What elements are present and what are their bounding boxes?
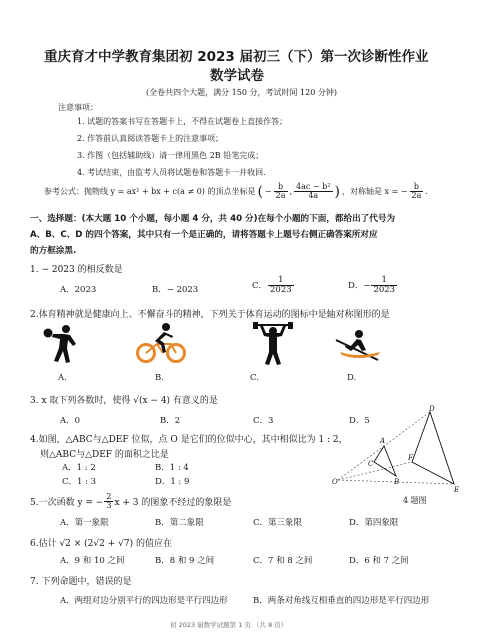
volleyball-player-icon xyxy=(40,324,88,364)
q5-option-c: C．第三象限 xyxy=(253,518,303,528)
q5-option-d: D．第四象限 xyxy=(349,518,399,528)
q3-option-c: C．3 xyxy=(253,416,274,426)
q3-option-b: B．2 xyxy=(160,416,181,426)
q7-stem: 7. 下列命题中，错误的是 xyxy=(30,577,132,587)
formula-x-den: 2a xyxy=(275,191,286,201)
q1-c-label: C． xyxy=(252,281,268,292)
q7-option-a: A．两组对边分别平行的四边形是平行四边形 xyxy=(60,596,228,606)
document-subtitle: 数学试卷 xyxy=(210,68,264,84)
formula-end: . xyxy=(425,187,428,197)
section1-line1: 一、选择题：(本大题 10 个小题，每小题 4 分，共 40 分)在每个小题的下面，都给出了代号为 xyxy=(30,214,396,224)
q4-option-c: C．1 : 3 xyxy=(62,477,97,487)
cyclist-icon xyxy=(135,322,187,364)
formula-open-paren: ( xyxy=(257,183,263,200)
q5-num: 2 xyxy=(106,492,112,501)
label-E: E xyxy=(454,486,460,494)
note-item-3: 3. 作图（包括辅助线）请一律用黑色 2B 铅笔完成； xyxy=(77,151,264,160)
formula-comma: , xyxy=(289,187,293,197)
q6-option-a: A．9 和 10 之间 xyxy=(60,556,125,566)
q4-option-b: B．1 : 4 xyxy=(155,463,189,473)
q1-option-d xyxy=(348,276,397,295)
note-item-4: 4. 考试结束，由监考人员将试题卷和答题卡一并收回. xyxy=(77,168,266,177)
formula-close-paren: ) xyxy=(334,183,340,200)
q3-option-d: D．5 xyxy=(349,416,370,426)
q1-option-a: A．2023 xyxy=(60,285,97,295)
weightlifter-icon xyxy=(252,322,294,366)
q1-option-b: B．− 2023 xyxy=(152,285,199,295)
q1-option-c xyxy=(252,276,294,295)
rowing-icon xyxy=(332,328,384,362)
label-A: A xyxy=(380,437,386,445)
formula-y-den: 4a xyxy=(308,191,319,201)
q2-stem: 2.体育精神就是健康向上、不懈奋斗的精神，下列关于体育运动的图标中是轴对称图形的是 xyxy=(30,310,390,320)
note-item-1: 1. 试题的答案书写在答题卡上，不得在试题卷上直接作答； xyxy=(77,117,288,126)
page-footer: 初 2023 届数学试题第 1 页 （共 8 页） xyxy=(170,621,288,629)
q1-d-den: 2023 xyxy=(373,284,396,295)
section1-line2: A、B、C、D 的四个答案，其中只有一个是正确的，请将答题卡上题号右侧正确答案所对应 xyxy=(30,230,378,240)
formula-prefix: 参考公式：抛物线 y = ax² + bx + c(a ≠ 0) 的顶点坐标是 xyxy=(44,187,256,197)
q6-option-d: D．6 和 7 之间 xyxy=(349,556,409,566)
figure-caption: 4 题图 xyxy=(403,496,427,505)
q1-d-label: D．− xyxy=(348,281,371,292)
q1-c-num: 1 xyxy=(268,276,294,286)
q4-option-d: D．1 : 9 xyxy=(155,477,190,487)
q2-option-c: C. xyxy=(250,373,259,383)
q6-option-b: B．8 和 9 之间 xyxy=(155,556,215,566)
q6-option-c: C．7 和 8 之间 xyxy=(253,556,313,566)
q4-stem-line1: 4.如图，△ABC与△DEF 位似，点 O 是它们的位似中心，其中相似比为 1 : 2， xyxy=(30,435,348,445)
formula-y-num: 4ac − b² xyxy=(296,182,331,191)
q1-d-num: 1 xyxy=(371,276,397,286)
note-item-2: 2. 作答前认真阅读答题卡上的注意事项； xyxy=(77,134,224,143)
homothety-figure xyxy=(330,404,470,500)
q3-option-a: A．0 xyxy=(60,416,81,426)
formula-axis-text: ，对称轴是 x = − xyxy=(341,187,408,197)
q2-option-b: B. xyxy=(155,373,164,383)
q5-den: 3 xyxy=(106,501,112,511)
label-D: D xyxy=(429,405,435,413)
q6-stem: 6.估计 √2 × (2√2 + √7) 的值应在 xyxy=(30,539,172,549)
formula-axis-den: 2a xyxy=(411,191,422,201)
notes-heading: 注意事项： xyxy=(58,103,98,112)
section1-line3: 的方框涂黑. xyxy=(30,246,77,256)
exam-info: (全卷共四个大题，满分 150 分，考试时间 120 分钟) xyxy=(146,88,337,97)
q1-stem: 1. − 2023 的相反数是 xyxy=(30,265,123,275)
formula-axis-num: b xyxy=(410,183,424,192)
q5-option-b: B．第二象限 xyxy=(155,518,204,528)
q3-stem: 3. x 取下列各数时，使得 √(x − 4) 有意义的是 xyxy=(30,396,218,406)
q2-option-d: D. xyxy=(347,373,357,383)
formula-x-num: b xyxy=(274,183,288,192)
reference-formula: 参考公式：抛物线 y = ax² + bx + c(a ≠ 0) 的顶点坐标是 ( − $\frac{b}{2a}$ , $\frac{\text{4ac − b²}}{4a}$ ) ，对称轴是 x = − $\frac{b}{2a}$ . xyxy=(44,182,428,201)
q7-option-b: B．两条对角线互相垂直的四边形是平行四边形 xyxy=(253,596,430,606)
q5-stem xyxy=(30,493,231,511)
q1-c-den: 2023 xyxy=(270,284,292,295)
document-title: 重庆育才中学教育集团初 2023 届初三（下）第一次诊断性作业 xyxy=(44,49,429,65)
q5-option-a: A．第一象限 xyxy=(60,518,109,528)
label-B: B xyxy=(394,478,400,486)
label-C: C xyxy=(368,460,374,468)
q2-option-a: A. xyxy=(58,373,67,383)
label-O: O xyxy=(332,478,338,486)
label-F: F xyxy=(408,454,413,462)
q5-stem-suffix: x + 3 的图象不经过的象限是 xyxy=(114,498,232,509)
q4-stem-line2: 则△ABC与△DEF 的面积之比是 xyxy=(40,450,169,460)
q4-option-a: A．1 : 2 xyxy=(62,463,96,473)
q5-stem-prefix: 5.一次函数 y = − xyxy=(30,498,104,509)
